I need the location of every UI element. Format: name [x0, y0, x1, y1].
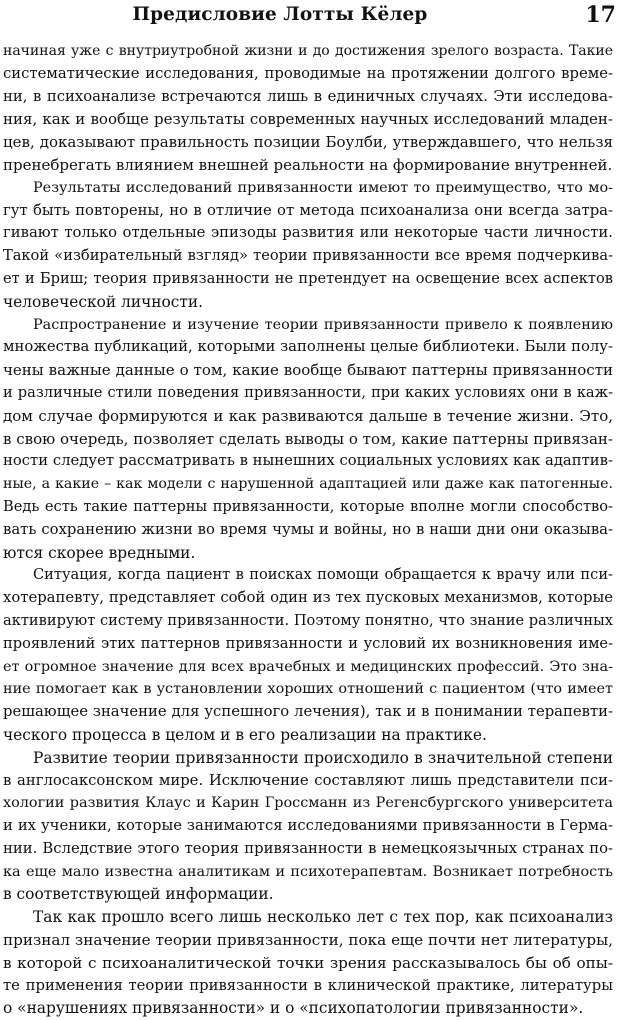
text-line: Распространение и изучение теории привязанности привело к появлению [33, 316, 613, 333]
text-line: начиная уже с внутриутробной жизни и до достижения зрелого возраста. Такие [3, 43, 613, 59]
text-line: Ведь есть такие паттерны привязанности, которые вполне могли способство- [3, 497, 613, 515]
text-line: чены важные данные о том, какие вообще бывают паттерны привязанности [3, 361, 613, 380]
page-number: 17 [585, 2, 616, 28]
text-line: решающее значение для успешного лечения), так и в понимании терапевти- [3, 703, 613, 721]
text-line: и различные стили поведения привязанности, при каких условиях они в каж- [3, 383, 613, 401]
text-line: в англосаксонском мире. Исключение составляют лишь представители пси- [3, 771, 613, 789]
text-line: Ситуация, когда пациент в поисках помощи обращается к врачу или пси- [33, 566, 613, 584]
text-line: ния, как и вообще результаты современных научных исследований младен- [3, 110, 613, 129]
page-header [0, 2, 620, 34]
text-line: и их ученики, которые занимаются исследованиями привязанности в Герма- [3, 817, 613, 835]
text-line: ет и Бриш; теория привязанности не претендует на освещение всех аспектов [3, 269, 613, 287]
text-line: вать сохранению жизни во время чумы и войны, но в наши дни они оказыва- [3, 520, 613, 538]
text-line: о «нарушениях привязанности» и о «психопатологии привязанности». [3, 999, 584, 1018]
text-line: те применения теории привязанности в клинической практике, литературы [3, 976, 613, 994]
text-line: множества публикаций, которыми заполнены целые библиотеки. Были полу- [3, 338, 613, 356]
text-line: ются скорее вредными. [3, 543, 196, 562]
text-line: нии. Вследствие этого теория привязанности в немецкоязычных странах по- [3, 839, 613, 857]
text-line: ни, в психоанализе встречаются лишь в единичных случаях. Эти исследова- [3, 87, 613, 105]
body-text [3, 40, 613, 1020]
text-line: ные, а какие – как модели с нарушенной адаптацией или даже как патогенные. [3, 476, 613, 493]
text-line: в которой с психоаналитической точки зрения рассказывалось бы об опы- [3, 953, 613, 972]
text-line: ние помогает как в установлении хороших отношений с пациентом (что имеет [3, 681, 613, 698]
running-title: Предисловие Лотты Кёлер [132, 4, 428, 25]
text-line: Результаты исследований привязанности имеют то преимущество, что мо- [33, 179, 613, 196]
text-line: Такой «избирательный взгляд» теории привязанности все время подчеркива- [3, 247, 613, 265]
text-line: человеческой личности. [3, 292, 204, 311]
text-line: ка еще мало известна аналитикам и психотерапевтам. Возникает потребность [3, 863, 613, 880]
text-line: ет огромное значение для всех врачебных и медицинских профессий. Это зна- [3, 658, 613, 675]
text-line: в свою очередь, позволяет сделать выводы о том, какие паттерны привязан- [3, 429, 613, 448]
text-line: гивают только отдельные эпизоды развития или некоторые части личности. [3, 224, 613, 242]
text-line: Развитие теории привязанности происходило в значительной степени [33, 748, 613, 767]
text-line: пренебрегать влиянием внешней реальности на формирование внутренней. [3, 155, 613, 174]
text-line: проявлений этих паттернов привязанности и условий их возникновения име- [3, 634, 613, 652]
text-line: гут быть повторены, но в отличие от метода психоанализа они всегда затра- [3, 201, 613, 219]
text-line: Так как прошло всего лишь несколько лет с тех пор, как психоанализ [33, 908, 613, 927]
text-line: хологии развития Клаус и Карин Гроссманн из Регенсбургского университета [3, 795, 613, 812]
text-line: активируют систему привязанности. Поэтому понятно, что знание различных [3, 611, 613, 629]
text-line: признал значение теории привязанности, пока еще почти нет литературы, [3, 931, 613, 950]
text-line: дом случае формируются и как развиваются дальше в течение жизни. Это, [3, 406, 613, 425]
text-line: ности следует рассматривать в нынешних социальных условиях как адаптив- [3, 452, 613, 470]
text-line: ческого процесса в целом и в его реализации на практике. [3, 725, 487, 744]
text-line: хотерапевту, представляет собой один из тех пусковых механизмов, которые [3, 589, 613, 607]
text-line: цев, доказывают правильность позиции Боулби, утверждавшего, что нельзя [3, 133, 613, 152]
text-line: в соответствующей информации. [3, 885, 274, 904]
text-line: систематические исследования, проводимые на протяжении долгого време- [3, 64, 613, 82]
